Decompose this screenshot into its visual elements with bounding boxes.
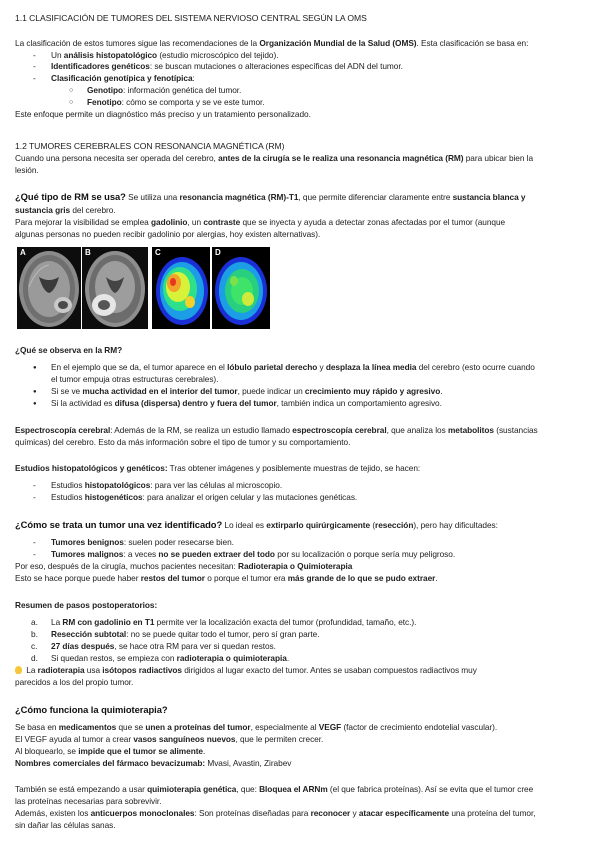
list-item: Si se ve mucha actividad en el interior del tumor, puede indicar un crecimiento muy rápido y agresivo. [51, 386, 443, 396]
paragraph: También se está empezando a usar quimioterapia genética, que: Bloquea el ARNm (el que fabrica proteínas). Así se evita que el tumor cree [15, 784, 534, 794]
dot-bullet: ● [33, 365, 37, 371]
paragraph: La clasificación de estos tumores sigue las recomendaciones de la Organización Mundial de la Salud (OMS). Esta clasificación se basa en: [15, 38, 529, 48]
subheading: ¿Qué se observa en la RM? [15, 345, 123, 355]
note-paragraph: La radioterapia usa isótopos radiactivos dirigidos al lugar exacto del tumor. Antes se usaban compuestos radiactivos muy [15, 665, 590, 676]
list-item: Identificadores genéticos: se buscan mutaciones o alteraciones específicas del ADN del tumor. [51, 61, 403, 71]
paragraph: Por eso, después de la cirugía, muchos pacientes necesitan: Radioterapia o Quimioterapia [15, 561, 353, 571]
image-label: C [155, 248, 161, 257]
dot-bullet: ● [33, 401, 37, 407]
list-item: Si la actividad es difusa (dispersa) dentro y fuera del tumor, también indica un comportamiento agresivo. [51, 398, 442, 408]
paragraph-cont: las proteínas necesarias para sobrevivir. [15, 796, 162, 806]
dash-bullet: - [33, 492, 36, 502]
paragraph: Además, existen los anticuerpos monoclonales: Son proteínas diseñadas para reconocer y atacar específicamente una proteína del tumor, [15, 808, 536, 818]
spectroscopy-image-c [152, 247, 210, 329]
image-label: A [20, 248, 26, 257]
section-title-1-2: 1.2 TUMORES CEREBRALES CON RESONANCIA MAGNÉTICA (RM) [15, 141, 285, 151]
paragraph-cont: químicas) del cerebro. Esto da más información sobre el tipo de tumor y su comportamiento. [15, 437, 351, 447]
dash-bullet: - [33, 73, 36, 83]
lightbulb-icon [15, 666, 22, 674]
paragraph: Cuando una persona necesita ser operada del cerebro, antes de la cirugía se le realiza una resonancia magnética (RM) para ubicar bien la [15, 153, 534, 163]
list-item: Tumores benignos: suelen poder resecarse bien. [51, 537, 234, 547]
paragraph: Al bloquearlo, se impide que el tumor se alimente. [15, 746, 206, 756]
list-marker: a. [31, 617, 38, 627]
paragraph-cont: algunas personas no pueden recibir gadolinio por alergias, hoy existen alternativas). [15, 229, 321, 239]
sub-list-item: Genotipo: información genética del tumor. [87, 85, 242, 95]
ordered-item: Resección subtotal: no se puede quitar todo el tumor, pero sí gran parte. [51, 629, 320, 639]
spectroscopy-image-d [212, 247, 270, 329]
list-marker: b. [31, 629, 38, 639]
dash-bullet: - [33, 549, 36, 559]
image-label: B [85, 248, 91, 257]
mri-image-b [82, 247, 148, 329]
question-heading: ¿Cómo funciona la quimioterapia? [15, 704, 168, 715]
note-paragraph-cont: parecidos a los del propio tumor. [15, 677, 134, 687]
ordered-item: Si quedan restos, se empieza con radioterapia o quimioterapia. [51, 653, 290, 663]
list-item: Clasificación genotípica y fenotípica: [51, 73, 195, 83]
mri-grayscale-a [17, 247, 81, 329]
ordered-item: La RM con gadolinio en T1 permite ver la localización exacta del tumor (profundidad, tamaño, etc.). [51, 617, 417, 627]
list-item-cont: el tumor empuja otras estructuras cerebrales). [51, 374, 219, 384]
list-item: Un análisis histopatológico (estudio microscópico del tejido). [51, 50, 279, 60]
circle-bullet: ○ [69, 87, 74, 94]
paragraph-cont: lesión. [15, 165, 39, 175]
list-item: Estudios histopatológicos: para ver las células al microscopio. [51, 480, 283, 490]
dash-bullet: - [33, 480, 36, 490]
list-item: En el ejemplo que se da, el tumor aparece en el lóbulo parietal derecho y desplaza la línea media del cerebro (esto ocurre cuando [51, 362, 535, 372]
image-label: D [215, 248, 221, 257]
circle-bullet: ○ [69, 99, 74, 106]
paragraph: Se basa en medicamentos que se unen a proteínas del tumor, especialmente al VEGF (factor de crecimiento endotelial vascular). [15, 722, 498, 732]
paragraph: Para mejorar la visibilidad se emplea gadolinio, un contraste que se inyecta y ayuda a detectar zonas afectadas por el tumor (aunque [15, 217, 506, 227]
spectroscopy-map-d [212, 247, 270, 329]
ordered-item: 27 días después, se hace otra RM para ver si quedan restos. [51, 641, 276, 651]
paragraph-cont: sustancia gris del cerebro. [15, 205, 116, 215]
section-title-1-1: 1.1 CLASIFICACIÓN DE TUMORES DEL SISTEMA NERVIOSO CENTRAL SEGÚN LA OMS [15, 13, 367, 23]
list-item: Estudios histogenéticos: para analizar el origen celular y las mutaciones genéticas. [51, 492, 358, 502]
list-marker: c. [31, 641, 38, 651]
list-item: Tumores malignos: a veces no se pueden extraer del todo por su localización o porque sería muy peligroso. [51, 549, 456, 559]
paragraph: Nombres comerciales del fármaco bevacizumab: Mvasi, Avastin, Zirabev [15, 758, 292, 768]
sub-list-item: Fenotipo: cómo se comporta y se ve este tumor. [87, 97, 265, 107]
dash-bullet: - [33, 61, 36, 71]
spectroscopy-map-c [152, 247, 210, 329]
paragraph: El VEGF ayuda al tumor a crear vasos sanguíneos nuevos, que le permiten crecer. [15, 734, 324, 744]
mri-grayscale-b [82, 247, 148, 329]
paragraph: Este enfoque permite un diagnóstico más preciso y un tratamiento personalizado. [15, 109, 311, 119]
mri-image-a [17, 247, 81, 329]
dot-bullet: ● [33, 389, 37, 395]
paragraph: Estudios histopatológicos y genéticos: Tras obtener imágenes y posiblemente muestras de tejido, se hacen: [15, 463, 421, 473]
list-marker: d. [31, 653, 38, 663]
paragraph: Esto se hace porque puede haber restos del tumor o porque el tumor era más grande de lo que se pudo extraer. [15, 573, 438, 583]
dash-bullet: - [33, 50, 36, 60]
paragraph: Espectroscopía cerebral: Además de la RM, se realiza un estudio llamado espectroscopía cerebral, que analiza los metabolitos (sustancias [15, 425, 538, 435]
question-paragraph: ¿Cómo se trata un tumor una vez identificado? Lo ideal es extirparlo quirúrgicamente (resección), pero hay dificultades: [15, 519, 498, 530]
dash-bullet: - [33, 537, 36, 547]
paragraph-cont: sin dañar las células sanas. [15, 820, 116, 830]
subheading: Resumen de pasos postoperatorios: [15, 600, 158, 610]
question-paragraph: ¿Qué tipo de RM se usa? Se utiliza una resonancia magnética (RM)-T1, que permite diferenciar claramente entre sustancia blanca y [15, 191, 526, 202]
